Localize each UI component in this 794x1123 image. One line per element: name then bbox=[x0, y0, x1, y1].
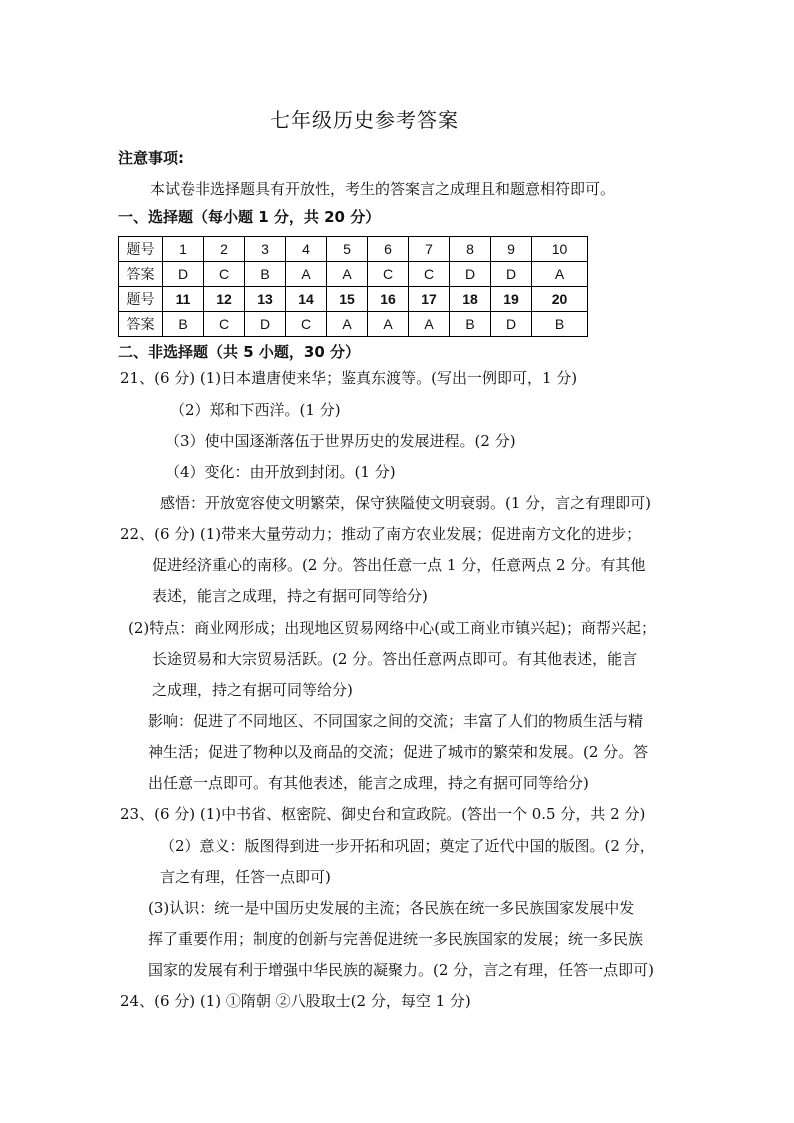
section1-heading: 一、选择题（每小题 1 分，共 20 分） bbox=[118, 208, 381, 226]
table-cell: B bbox=[450, 312, 491, 337]
page-title: 七年级历史参考答案 bbox=[270, 108, 459, 132]
table-row bbox=[119, 312, 588, 337]
answer-line: (3)认识：统一是中国历史发展的主流；各民族在统一多民族国家发展中发 bbox=[148, 899, 635, 917]
answer-line: 21、(6 分) (1)日本遣唐使来华；鉴真东渡等。(写出一例即可，1 分) bbox=[120, 369, 578, 387]
table-cell: 13 bbox=[245, 287, 286, 312]
table-cell: 10 bbox=[532, 237, 588, 262]
table-row bbox=[119, 237, 588, 262]
table-cell-label: 答案 bbox=[119, 262, 163, 287]
table-cell: 4 bbox=[286, 237, 327, 262]
table-cell: 9 bbox=[491, 237, 532, 262]
answer-line: 言之有理，任答一点即可) bbox=[160, 868, 331, 886]
table-cell: C bbox=[368, 262, 409, 287]
answer-line: 24、(6 分) (1) ①隋朝 ②八股取士(2 分，每空 1 分) bbox=[120, 992, 471, 1010]
answer-line: 出任意一点即可。有其他表述，能言之成理，持之有据可同等给分) bbox=[148, 774, 589, 792]
table-cell: D bbox=[491, 312, 532, 337]
answer-line: （4）变化：由开放到封闭。(1 分) bbox=[165, 463, 396, 481]
table-cell: 17 bbox=[409, 287, 450, 312]
table-cell: 3 bbox=[245, 237, 286, 262]
table-cell: A bbox=[532, 262, 588, 287]
answer-line: （2）意义：版图得到进一步开拓和巩固；奠定了近代中国的版图。(2 分， bbox=[160, 837, 655, 855]
answer-line: 之成理，持之有据可同等给分) bbox=[152, 681, 353, 699]
table-cell: B bbox=[532, 312, 588, 337]
table-cell: 14 bbox=[286, 287, 327, 312]
table-cell: C bbox=[409, 262, 450, 287]
table-cell: 15 bbox=[327, 287, 368, 312]
table-cell-label: 题号 bbox=[119, 287, 163, 312]
table-row bbox=[119, 287, 588, 312]
table-cell: 1 bbox=[163, 237, 204, 262]
table-row bbox=[119, 262, 588, 287]
table-cell: A bbox=[327, 312, 368, 337]
table-cell: 18 bbox=[450, 287, 491, 312]
table-cell-label: 答案 bbox=[119, 312, 163, 337]
table-cell: 19 bbox=[491, 287, 532, 312]
answer-line: 神生活；促进了物种以及商品的交流；促进了城市的繁荣和发展。(2 分。答 bbox=[148, 743, 649, 761]
table-cell: 11 bbox=[163, 287, 204, 312]
notice-heading: 注意事项: bbox=[118, 149, 184, 167]
table-cell: C bbox=[204, 312, 245, 337]
answer-line: 国家的发展有利于增强中华民族的凝聚力。(2 分，言之有理，任答一点即可) bbox=[148, 961, 655, 979]
table-cell: D bbox=[450, 262, 491, 287]
table-cell: C bbox=[204, 262, 245, 287]
answer-line: 感悟：开放宽容使文明繁荣，保守狭隘使文明衰弱。(1 分，言之有理即可) bbox=[160, 494, 652, 512]
table-cell: C bbox=[286, 312, 327, 337]
section2-heading: 二、非选择题（共 5 小题，30 分） bbox=[118, 343, 360, 361]
table-cell: A bbox=[286, 262, 327, 287]
table-cell: D bbox=[245, 312, 286, 337]
table-cell: D bbox=[163, 262, 204, 287]
answer-line: 促进经济重心的南移。(2 分。答出任意一点 1 分，任意两点 2 分。有其他 bbox=[152, 556, 646, 574]
table-cell: 7 bbox=[409, 237, 450, 262]
table-cell: B bbox=[245, 262, 286, 287]
answer-line: 长途贸易和大宗贸易活跃。(2 分。答出任意两点即可。有其他表述，能言 bbox=[152, 650, 638, 668]
table-cell: 16 bbox=[368, 287, 409, 312]
table-cell: 20 bbox=[532, 287, 588, 312]
answer-line: （3）使中国逐渐落伍于世界历史的发展进程。(2 分) bbox=[165, 432, 516, 450]
table-cell: 6 bbox=[368, 237, 409, 262]
notice-text: 本试卷非选择题具有开放性，考生的答案言之成理且和题意相符即可。 bbox=[150, 180, 616, 198]
table-cell-label: 题号 bbox=[119, 237, 163, 262]
answer-line: （2）郑和下西洋。(1 分) bbox=[170, 401, 341, 419]
answer-line: 影响：促进了不同地区、不同国家之间的交流；丰富了人们的物质生活与精 bbox=[148, 712, 644, 730]
answer-line: 22、(6 分) (1)带来大量劳动力；推动了南方农业发展；促进南方文化的进步； bbox=[120, 525, 642, 543]
table-cell: D bbox=[491, 262, 532, 287]
answer-line: 表述，能言之成理，持之有据可同等给分) bbox=[152, 587, 428, 605]
answer-line: (2)特点：商业网形成；出现地区贸易网络中心(或工商业市镇兴起)；商帮兴起； bbox=[128, 619, 656, 637]
table-cell: 2 bbox=[204, 237, 245, 262]
answer-line: 挥了重要作用；制度的创新与完善促进统一多民族国家的发展；统一多民族 bbox=[148, 930, 644, 948]
table-cell: A bbox=[409, 312, 450, 337]
table-cell: 8 bbox=[450, 237, 491, 262]
table-cell: A bbox=[327, 262, 368, 287]
answer-line: 23、(6 分) (1)中书省、枢密院、御史台和宣政院。(答出一个 0.5 分，共 2 分) bbox=[120, 805, 646, 823]
table-cell: B bbox=[163, 312, 204, 337]
answer-table bbox=[118, 236, 588, 337]
table-cell: 5 bbox=[327, 237, 368, 262]
table-cell: A bbox=[368, 312, 409, 337]
table-cell: 12 bbox=[204, 287, 245, 312]
